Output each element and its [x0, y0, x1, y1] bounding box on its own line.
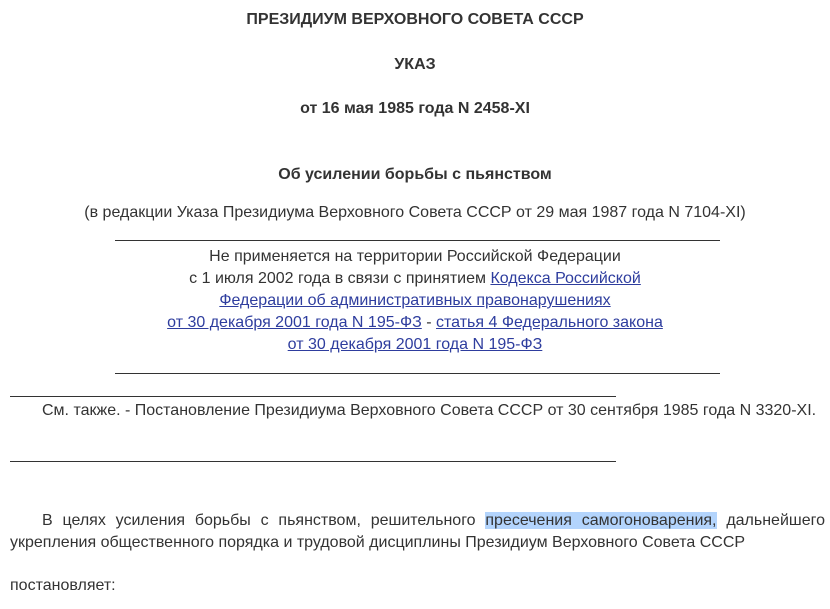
- link-admin-code-cont[interactable]: Федерации об административных правонарушениях: [219, 292, 611, 309]
- see-also-note: См. также. - Постановление Президиума Верховного Совета СССР от 30 сентября 1985 года N 3320-XI.: [42, 402, 817, 419]
- link-admin-code[interactable]: Кодекса Российской: [490, 270, 641, 287]
- see-also-top-divider: [10, 396, 616, 397]
- resolves-text: постановляет:: [10, 577, 116, 594]
- issuing-authority: ПРЕЗИДИУМ ВЕРХОВНОГО СОВЕТА СССР: [246, 11, 584, 28]
- preamble-text-end: дальнейшего укрепления общественного порядка и трудовой дисциплины Президиум Верховного Совета СССР: [10, 512, 826, 551]
- link-admin-code-date[interactable]: от 30 декабря 2001 года N 195-ФЗ: [167, 314, 422, 331]
- preamble-paragraph: [10, 510, 825, 554]
- notice-line-3: [0, 292, 830, 310]
- document-title: Об усилении борьбы с пьянством: [278, 166, 552, 183]
- link-federal-law-date[interactable]: от 30 декабря 2001 года N 195-ФЗ: [287, 336, 543, 353]
- preamble-text-start: В целях усиления борьбы с пьянством, решительного: [42, 512, 486, 529]
- notice-bottom-divider: [115, 373, 720, 374]
- notice-line-2: [0, 270, 830, 288]
- notice-line-5: [0, 336, 830, 354]
- document-date-number: от 16 мая 1985 года N 2458-XI: [300, 100, 530, 117]
- link-federal-law-article[interactable]: статья 4 Федерального закона: [436, 314, 663, 331]
- highlighted-text: пресечения самогоноварения,: [485, 512, 717, 529]
- notice-line-1: Не применяется на территории Российской Федерации: [209, 248, 621, 265]
- notice-top-divider: [115, 240, 720, 241]
- document-type: УКАЗ: [394, 56, 436, 73]
- notice-line-4: [0, 314, 830, 332]
- notice-separator: -: [421, 314, 436, 331]
- see-also-bottom-divider: [10, 461, 616, 462]
- revision-note: (в редакции Указа Президиума Верховного Совета СССР от 29 мая 1987 года N 7104-XI): [84, 204, 746, 221]
- notice-line-2-text: с 1 июля 2002 года в связи с принятием: [189, 270, 491, 287]
